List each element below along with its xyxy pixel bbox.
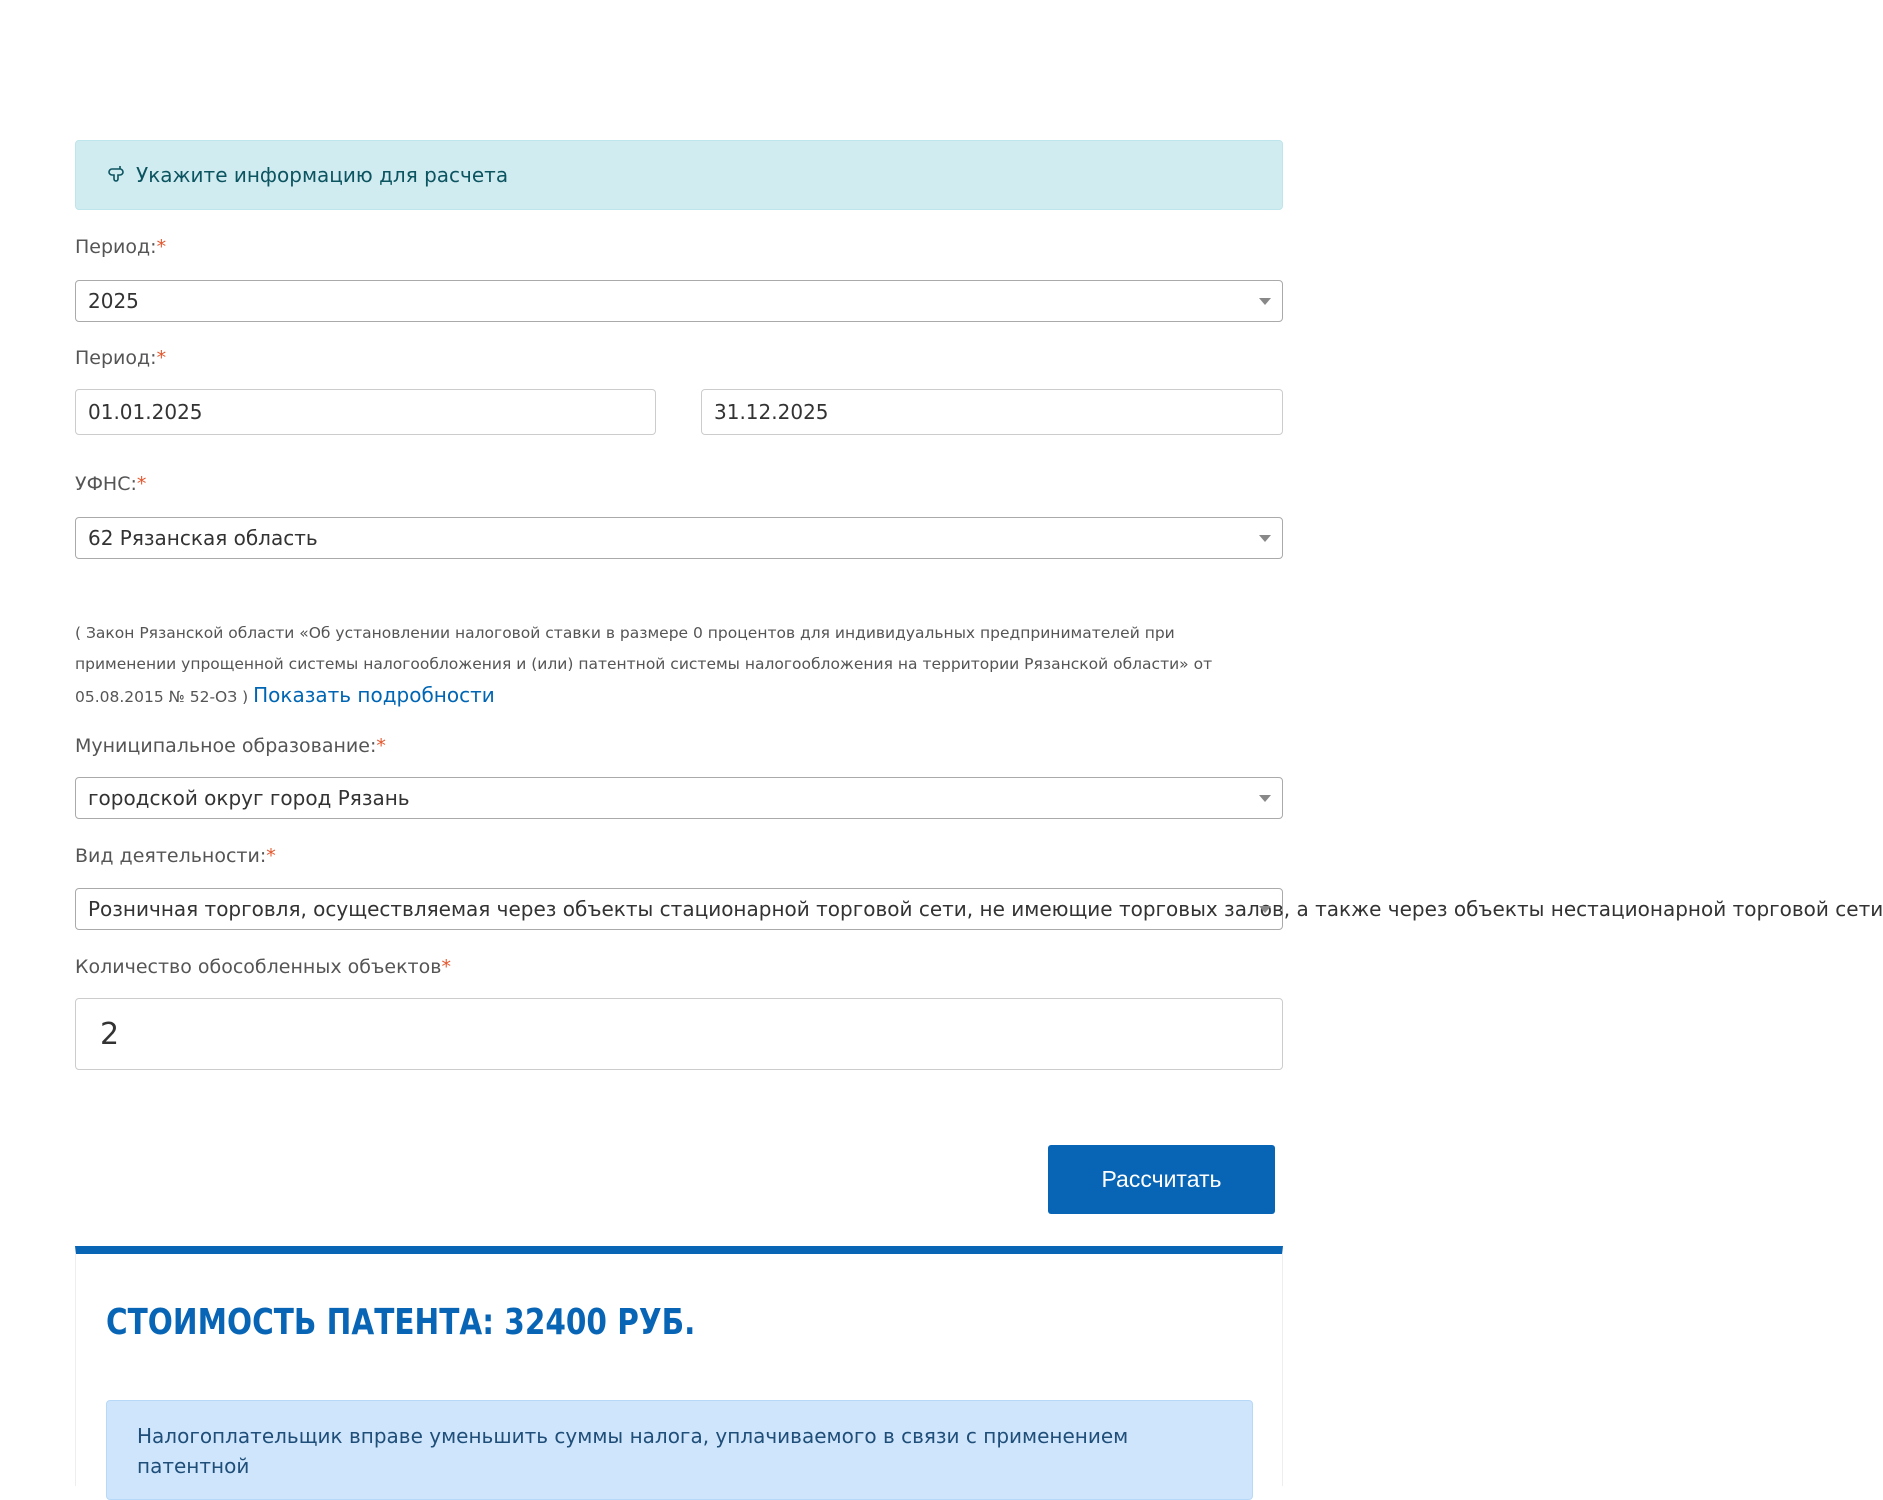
municipality-select[interactable] bbox=[75, 777, 1283, 819]
period-range-label: Период:* bbox=[75, 347, 167, 369]
patent-cost-title: СТОИМОСТЬ ПАТЕНТА: 32400 РУБ. bbox=[106, 1302, 696, 1343]
municipality-label: Муниципальное образование:* bbox=[75, 735, 386, 757]
objects-count-input[interactable]: 2 bbox=[75, 998, 1283, 1070]
show-details-link[interactable]: Показать подробности bbox=[253, 683, 495, 707]
period-from-input[interactable]: 01.01.2025 bbox=[75, 389, 656, 435]
chevron-down-icon bbox=[1259, 535, 1271, 542]
law-note bbox=[75, 618, 1275, 713]
activity-select[interactable] bbox=[75, 888, 1883, 930]
period-year-label: Период:* bbox=[75, 236, 167, 258]
result-note: Налогоплательщик вправе уменьшить суммы налога, уплачиваемого в связи с применением патентной bbox=[106, 1400, 1253, 1500]
ufns-value: 62 Рязанская область bbox=[88, 526, 318, 550]
ufns-select[interactable] bbox=[75, 517, 1283, 559]
hand-pointing-icon bbox=[108, 163, 130, 188]
result-card bbox=[75, 1246, 1283, 1486]
info-banner bbox=[75, 140, 1283, 210]
activity-label: Вид деятельности:* bbox=[75, 845, 276, 867]
municipality-value: городской округ город Рязань bbox=[88, 786, 410, 810]
period-to-input[interactable]: 31.12.2025 bbox=[701, 389, 1283, 435]
banner-text: Укажите информацию для расчета bbox=[136, 163, 509, 187]
calculate-button[interactable]: Рассчитать bbox=[1048, 1145, 1275, 1214]
chevron-down-icon bbox=[1259, 298, 1271, 305]
period-year-select[interactable] bbox=[75, 280, 1283, 322]
ufns-label: УФНС:* bbox=[75, 473, 147, 495]
law-note-text: ( Закон Рязанской области «Об установлении налоговой ставки в размере 0 процентов для индивидуальных предпринимателей при применении упрощенной системы налогообложения и (или) патентной системы налогообложения на территории Рязанской области» от 05.08.2015 № 52-ОЗ ) bbox=[75, 624, 1213, 706]
activity-value: Розничная торговля, осуществляемая через объекты стационарной торговой сети, не имеющие торговых залов, а также через объекты нестационарной торговой сети bbox=[88, 897, 1883, 921]
period-year-value: 2025 bbox=[88, 289, 139, 313]
chevron-down-icon bbox=[1259, 906, 1271, 913]
chevron-down-icon bbox=[1259, 795, 1271, 802]
objects-count-label: Количество обособленных объектов* bbox=[75, 956, 451, 978]
